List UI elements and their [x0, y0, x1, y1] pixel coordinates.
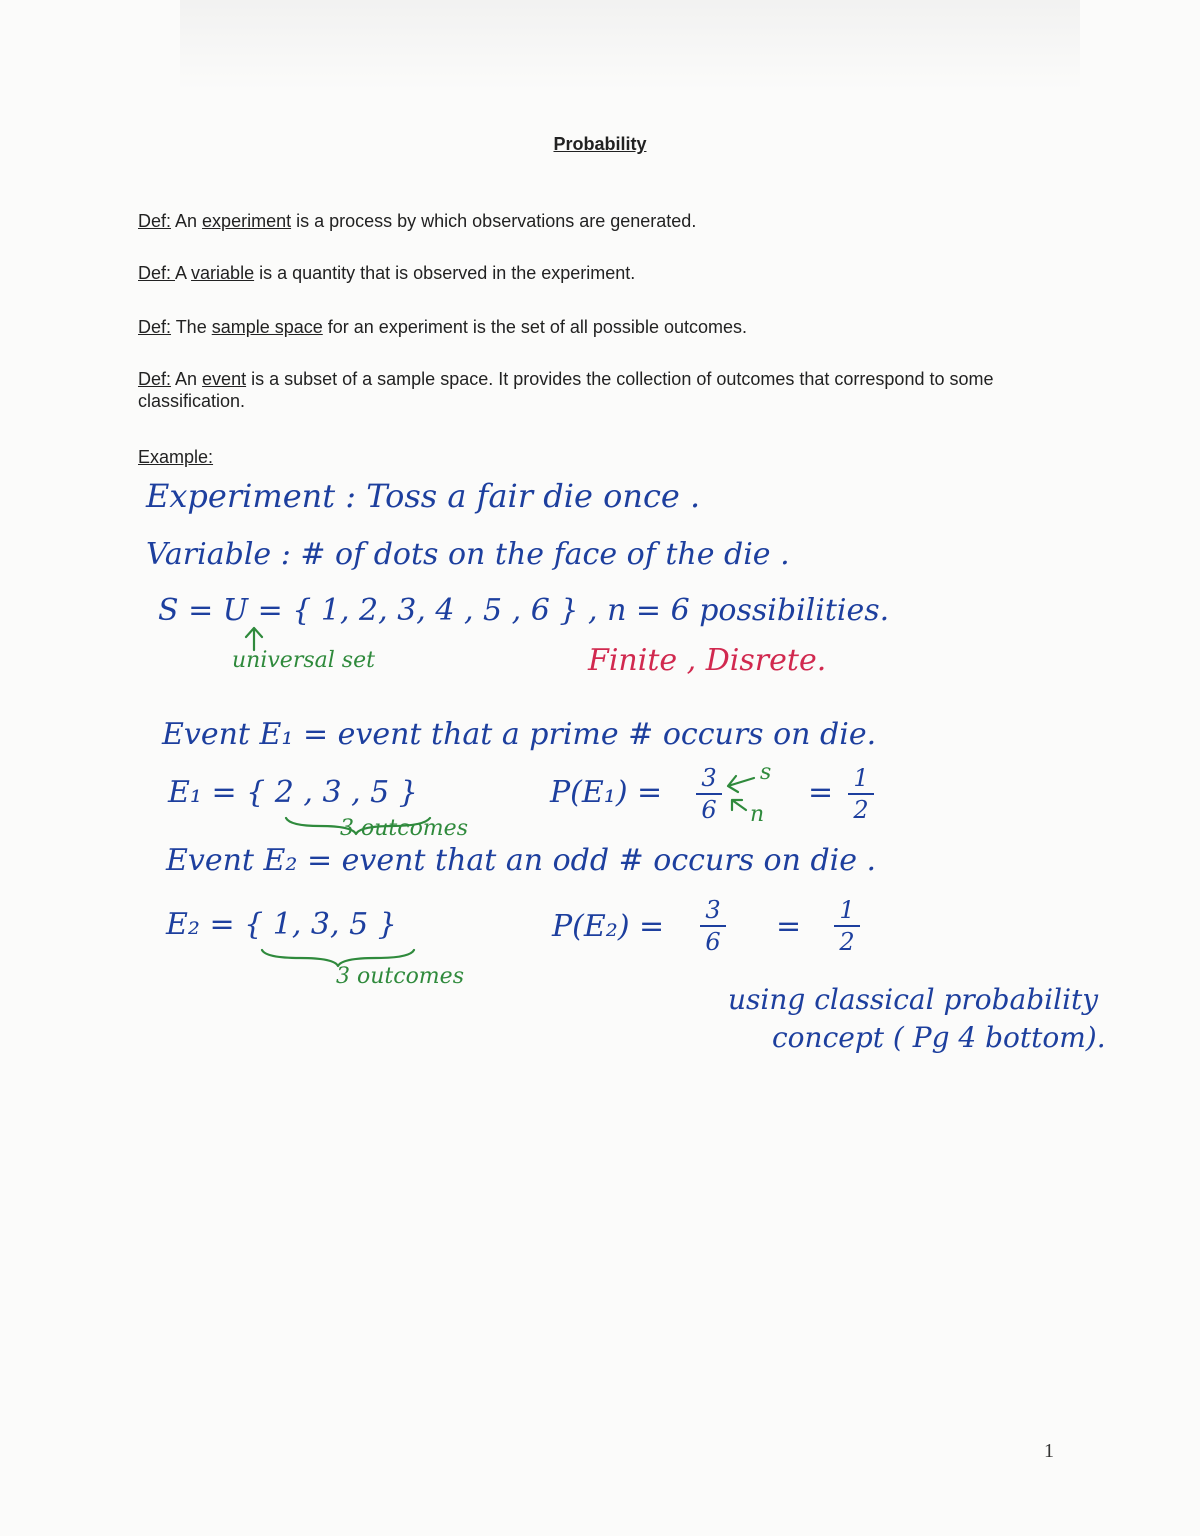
hw-equals: =	[808, 775, 834, 810]
fraction-numerator: 1	[839, 896, 855, 924]
def-text: An	[171, 369, 203, 389]
def-text: is a quantity that is observed in the experiment.	[254, 263, 636, 283]
brace-icon	[262, 950, 414, 966]
page-number: 1	[1044, 1440, 1054, 1462]
hw-equals: =	[776, 909, 802, 944]
fraction-numerator: 3	[705, 896, 721, 924]
hw-sample-space: S = U = { 1, 2, 3, 4 , 5 , 6 } , n = 6 possibilities.	[158, 593, 890, 628]
fraction-numerator: 3	[701, 764, 717, 792]
example-label: Example:	[138, 447, 214, 467]
def-text: is a process by which observations are generated.	[291, 211, 697, 231]
def-text: A	[175, 263, 192, 283]
hw-note-line1: using classical probability	[728, 983, 1099, 1016]
hw-event2-definition: Event E₂ = event that an odd # occurs on die .	[166, 843, 877, 878]
hw-event1-definition: Event E₁ = event that a prime # occurs on die.	[162, 717, 877, 752]
def-text: is a subset of a sample space. It provides the collection of outcomes that correspond to some classification.	[138, 369, 994, 411]
up-arrow-icon	[732, 800, 746, 810]
hw-s-annotation: s	[760, 760, 772, 785]
def-label: Def:	[138, 263, 176, 283]
brace-icon	[286, 818, 430, 834]
up-arrow-icon	[246, 628, 262, 650]
fraction-denominator: 2	[853, 796, 869, 824]
fraction-denominator: 6	[701, 796, 717, 824]
hw-note-line2: concept ( Pg 4 bottom).	[772, 1021, 1106, 1054]
hw-finite-discrete: Finite , Disrete.	[588, 643, 827, 678]
hw-variable: Variable : # of dots on the face of the die .	[146, 537, 790, 572]
left-arrow-icon	[728, 776, 754, 792]
hw-p-e1-label: P(E₁) =	[550, 775, 663, 810]
def-term: variable	[191, 263, 255, 283]
def-label: Def:	[138, 211, 172, 231]
def-label: Def:	[138, 317, 172, 337]
hw-experiment: Experiment : Toss a fair die once .	[146, 477, 701, 515]
hw-event1-set: E₁ = { 2 , 3 , 5 }	[168, 775, 418, 810]
hw-event2-set: E₂ = { 1, 3, 5 }	[166, 907, 397, 942]
hw-event2-outcomes: 3 outcomes	[336, 964, 464, 989]
fraction-denominator: 2	[839, 928, 855, 956]
fraction-numerator: 1	[853, 764, 869, 792]
hw-event1-outcomes: 3 outcomes	[340, 816, 468, 841]
def-text: for an experiment is the set of all possible outcomes.	[322, 317, 747, 337]
def-term: sample space	[211, 317, 323, 337]
def-label: Def:	[138, 369, 172, 389]
def-term: event	[202, 369, 247, 389]
fraction-denominator: 6	[705, 928, 721, 956]
def-term: experiment	[202, 211, 292, 231]
def-text: An	[171, 211, 203, 231]
hw-p-e2-label: P(E₂) =	[552, 909, 665, 944]
page-title: Probability	[553, 134, 647, 154]
hw-n-annotation: n	[750, 802, 765, 827]
def-text: The	[171, 317, 212, 337]
hw-universal-set: universal set	[232, 648, 375, 673]
